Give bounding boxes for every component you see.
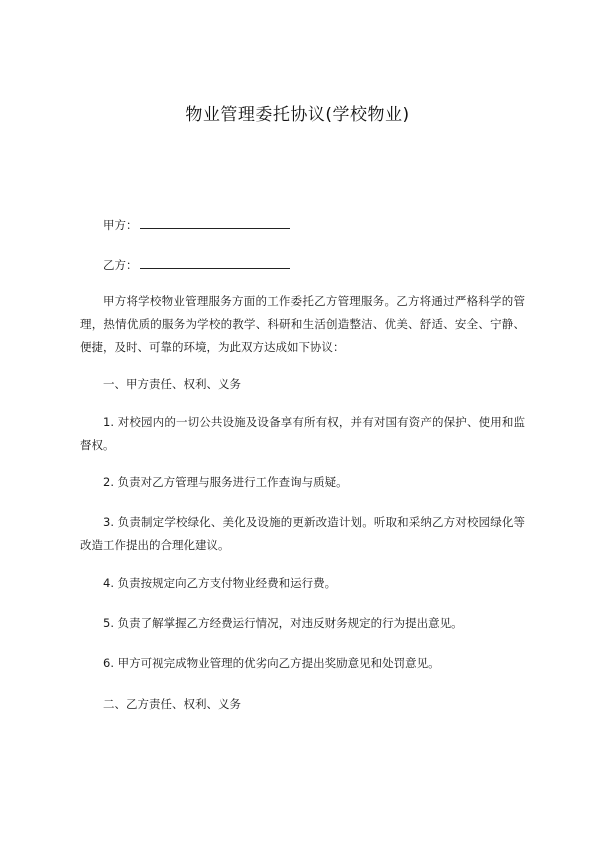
intro-paragraph: 甲方将学校物业管理服务方面的工作委托乙方管理服务。乙方将通过严格科学的管理，热情优质的服务为学校的教学、科研和生活创造整洁、优美、舒适、安全、宁静、便捷，及时、可靠的环境，为此双方达成如下协议： bbox=[80, 294, 525, 354]
clause-item-6: 6. 甲方可视完成物业管理的优劣向乙方提出奖励意见和处罚意见。 bbox=[103, 656, 440, 670]
party-b-line bbox=[103, 256, 290, 273]
section-heading-party-a: 一、甲方责任、权利、义务 bbox=[103, 377, 241, 391]
clause-item-1: 1. 对校园内的一切公共设施及设备享有所有权，并有对国有资产的保护、使用和监督权。 bbox=[80, 415, 525, 452]
clause-item-3: 3. 负责制定学校绿化、美化及设施的更新改造计划。听取和采纳乙方对校园绿化等改造工作提出的合理化建议。 bbox=[80, 515, 525, 552]
clause-item-2: 2. 负责对乙方管理与服务进行工作查询与质疑。 bbox=[103, 475, 348, 489]
document-title: 物业管理委托协议(学校物业) bbox=[185, 105, 410, 125]
party-a-blank bbox=[140, 216, 290, 229]
section-heading-party-b: 二、乙方责任、权利、义务 bbox=[103, 697, 241, 711]
clause-item-4: 4. 负责按规定向乙方支付物业经费和运行费。 bbox=[103, 576, 337, 590]
party-a-label: 甲方： bbox=[103, 218, 138, 232]
party-b-label: 乙方： bbox=[103, 258, 138, 272]
party-a-line bbox=[103, 216, 290, 233]
party-b-blank bbox=[140, 256, 290, 269]
clause-item-5: 5. 负责了解掌握乙方经费运行情况，对违反财务规定的行为提出意见。 bbox=[103, 616, 463, 630]
